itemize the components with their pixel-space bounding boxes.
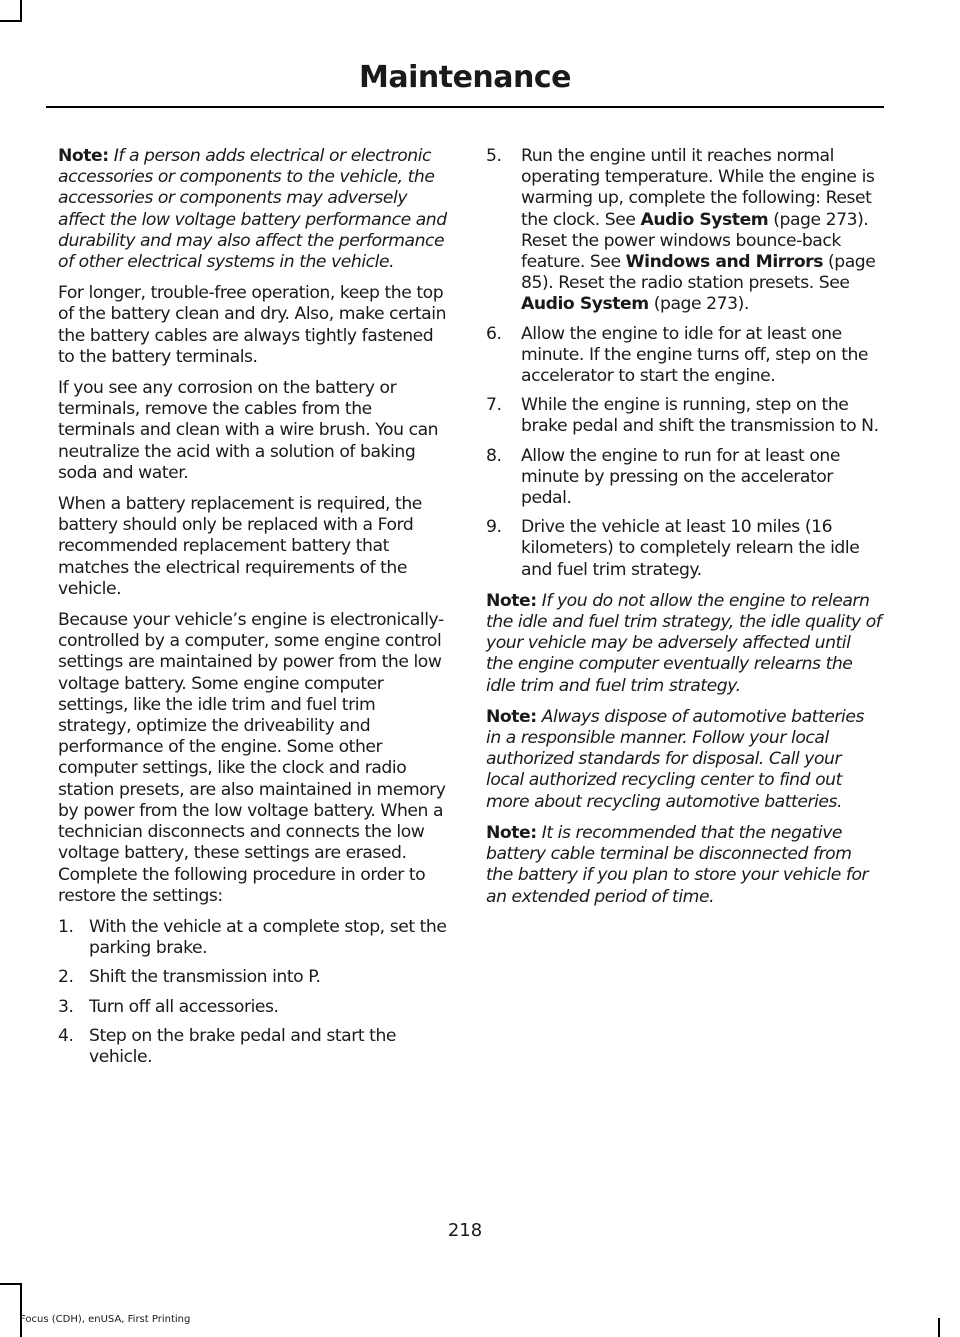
note-accessories xyxy=(58,146,450,273)
note-storage xyxy=(486,823,882,908)
step-number: 6. xyxy=(486,323,502,344)
step-number: 8. xyxy=(486,445,502,466)
left-column xyxy=(58,146,450,1078)
crop-mark-bottom-left xyxy=(20,1283,22,1337)
step-text: While the engine is running, step on the brake pedal and shift the transmission to N. xyxy=(521,395,879,437)
step-text: (page 273). Reset the power windows bounce-back feature. See xyxy=(521,209,869,273)
crop-mark-bottom-left-h xyxy=(0,1283,22,1285)
note-relearn xyxy=(486,591,882,697)
step-text: (page 85). Reset the radio station presets. See xyxy=(521,252,876,294)
crop-mark-bottom-right xyxy=(938,1318,940,1337)
step-number: 4. xyxy=(58,1025,74,1046)
list-item xyxy=(486,517,882,581)
step-number: 5. xyxy=(486,146,502,166)
note-text: If you do not allow the engine to relearn the idle and fuel trim strategy, the idle quality of your vehicle may be adversely affected until the engine computer eventually relearns the idle trim and fuel trim strategy. xyxy=(486,590,882,696)
step-number: 3. xyxy=(58,996,74,1017)
cross-reference-audio-system[interactable]: Audio System xyxy=(521,294,649,315)
step-number: 2. xyxy=(58,967,74,988)
note-label: Note: xyxy=(486,706,537,727)
step-text: Drive the vehicle at least 10 miles (16 kilometers) to completely relearn the idle and fuel trim strategy. xyxy=(521,517,860,580)
list-item xyxy=(58,967,450,988)
step-text: (page 273). xyxy=(648,294,749,315)
step-text: Allow the engine to run for at least one minute by pressing on the accelerator pedal. xyxy=(521,445,840,509)
step-text: Shift the transmission into P. xyxy=(89,967,321,988)
cross-reference-windows-mirrors[interactable]: Windows and Mirrors xyxy=(625,252,823,273)
list-item xyxy=(486,395,882,437)
paragraph-corrosion: If you see any corrosion on the battery or terminals, remove the cables from the terminals and clean with a wire brush. You can neutralize the acid with a solution of baking soda and water. xyxy=(58,378,439,483)
list-item xyxy=(58,917,450,959)
edition-footer: Focus (CDH), enUSA, First Printing xyxy=(20,1314,191,1325)
step-number: 9. xyxy=(486,517,502,538)
step-text: Allow the engine to idle for at least one minute. If the engine turns off, step on the accelerator to start the engine. xyxy=(521,323,869,387)
step-number: 7. xyxy=(486,395,502,416)
paragraph-battery-care: For longer, trouble-free operation, keep the top of the battery clean and dry. Also, make certain the battery cables are always tightly fastened to the battery terminals. xyxy=(58,283,447,367)
note-text: It is recommended that the negative battery cable terminal be disconnected from the battery if you plan to store your vehicle for an extended period of time. xyxy=(486,822,869,907)
crop-mark-top-left-h xyxy=(0,20,22,22)
cross-reference-audio-system[interactable]: Audio System xyxy=(640,209,769,230)
step-text: With the vehicle at a complete stop, set the parking brake. xyxy=(89,916,447,959)
note-disposal xyxy=(486,707,882,813)
note-label: Note: xyxy=(486,822,537,843)
step-text: Run the engine until it reaches normal operating temperature. While the engine is warming up, complete the following: Reset the clock. See xyxy=(521,146,875,230)
paragraph-replacement: When a battery replacement is required, the battery should only be replaced with a Ford recommended replacement battery that matches the electrical requirements of the vehicle. xyxy=(58,494,422,599)
list-item xyxy=(58,1026,450,1068)
list-item xyxy=(486,324,882,388)
note-text: Always dispose of automotive batteries in a responsible manner. Follow your local authorized standards for disposal. Call your local authorized recycling center to find out more about recycling automotive batteries. xyxy=(486,706,864,812)
page-title: Maintenance xyxy=(358,60,571,95)
step-text: Turn off all accessories. xyxy=(89,996,279,1017)
note-text: If a person adds electrical or electronic accessories or components to the vehicle, the accessories or components may adversely affect the low voltage battery performance and durability and may also affect the performance of other electrical systems in the vehicle. xyxy=(58,146,447,273)
list-item xyxy=(58,997,450,1018)
crop-mark-top-left xyxy=(20,0,22,22)
note-label: Note: xyxy=(58,146,109,166)
paragraph-computer-settings: Because your vehicle’s engine is electronically-controlled by a computer, some engine control settings are maintained by power from the low voltage battery. Some engine computer settings, like the idle trim and fuel trim strategy, optimize the driveability and performance of the engine. Some other computer settings, like the clock and radio station presets, are also maintained in memory by power from the low voltage battery. When a technician disconnects and connects the low voltage battery, these settings are erased. Complete the following procedure in order to restore the settings: xyxy=(58,610,446,906)
header-rule xyxy=(46,106,884,108)
note-label: Note: xyxy=(486,590,537,611)
procedure-list-left xyxy=(58,917,450,1068)
list-item xyxy=(486,446,882,510)
list-item xyxy=(486,146,882,316)
procedure-list-right xyxy=(486,146,882,581)
step-text: Step on the brake pedal and start the vehicle. xyxy=(89,1025,397,1067)
right-column xyxy=(486,146,882,918)
page-number: 218 xyxy=(447,1220,483,1241)
step-number: 1. xyxy=(58,916,74,937)
